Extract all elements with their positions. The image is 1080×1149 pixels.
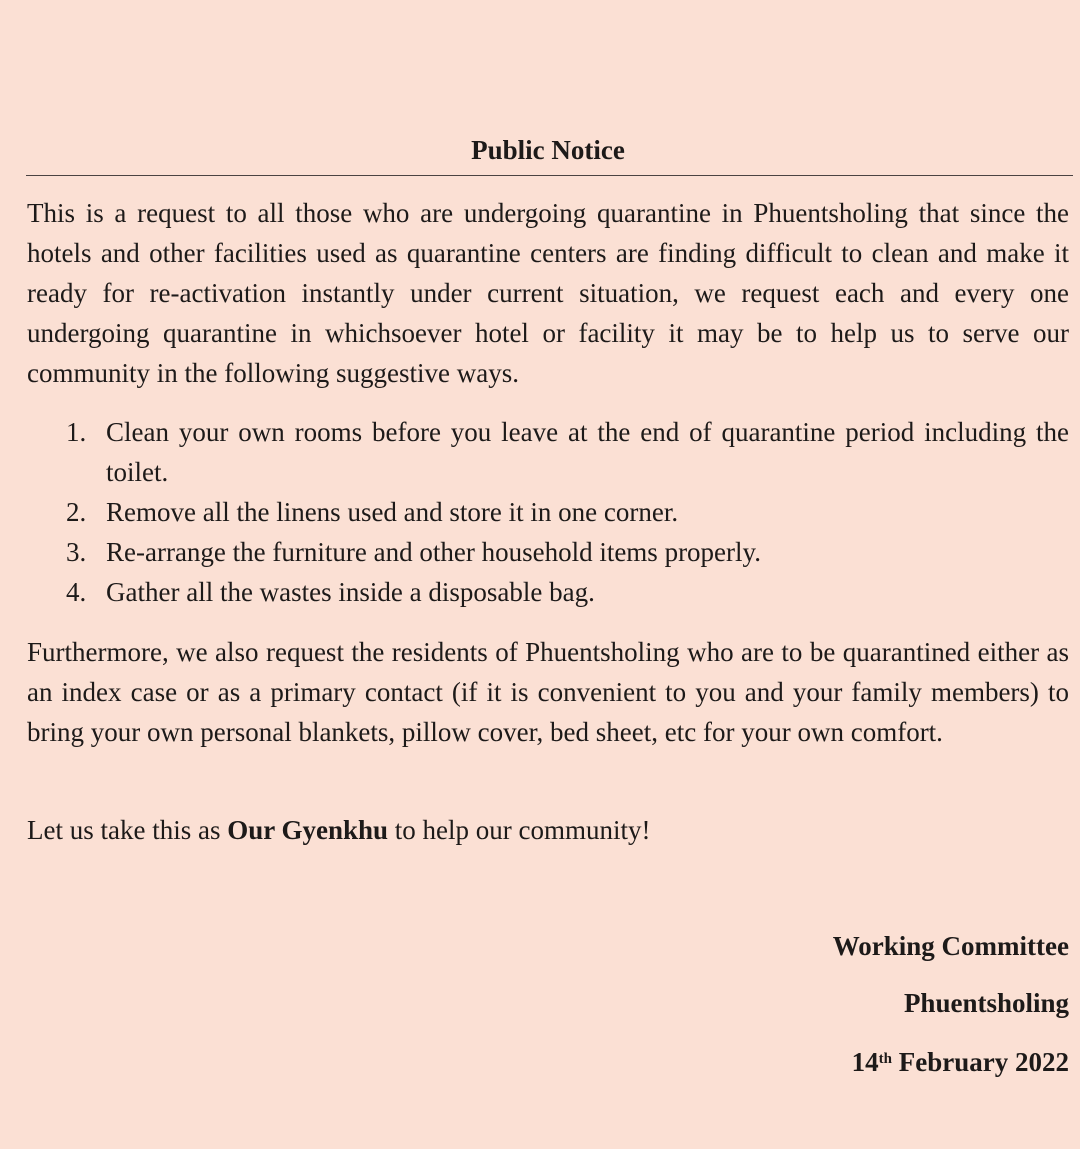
date-day: 14 [851,1047,879,1077]
list-item-number: 3. [66,537,87,567]
list-item-number: 4. [66,577,87,607]
date-rest: February 2022 [898,1047,1069,1077]
list-item-text: Clean your own rooms before you leave at the end of quarantine period including the toilet. [106,417,1069,487]
list-item [27,572,1069,612]
list-item-number: 1. [66,417,87,447]
list-item [27,412,1069,492]
list-item [27,492,1069,532]
date-suffix: th [878,1051,893,1067]
title-divider [26,175,1073,176]
list-item [27,532,1069,572]
signature-committee: Working Committee [832,931,1069,961]
closing-text-after: to help our community! [394,815,651,845]
closing-paragraph [27,810,1069,850]
list-item-text: Remove all the linens used and store it in one corner. [106,497,679,527]
intro-paragraph: This is a request to all those who are undergoing quarantine in Phuentsholing that since the hotels and other facilities used as quarantine centers are finding difficult to clean and make it ready for re-activation instantly under current situation, we request each and every one undergoing quarantine in whichsoever hotel or facility it may be to help us to serve our community in the following suggestive ways. [27,198,1069,388]
furthermore-paragraph: Furthermore, we also request the residents of Phuentsholing who are to be quarantined either as an index case or as a primary contact (if it is convenient to you and your family members) to bring your own personal blankets, pillow cover, bed sheet, etc for your own comfort. [27,637,1069,747]
list-item-text: Gather all the wastes inside a disposable bag. [106,577,595,607]
closing-emphasis: Our Gyenkhu [227,815,389,845]
closing-text-before: Let us take this as [27,815,221,845]
list-item-text: Re-arrange the furniture and other household items properly. [106,537,762,567]
request-list [27,412,1069,612]
notice-title: Public Notice [471,135,625,165]
signature-date [852,1045,1069,1079]
list-item-number: 2. [66,497,87,527]
signature-place: Phuentsholing [903,988,1069,1018]
